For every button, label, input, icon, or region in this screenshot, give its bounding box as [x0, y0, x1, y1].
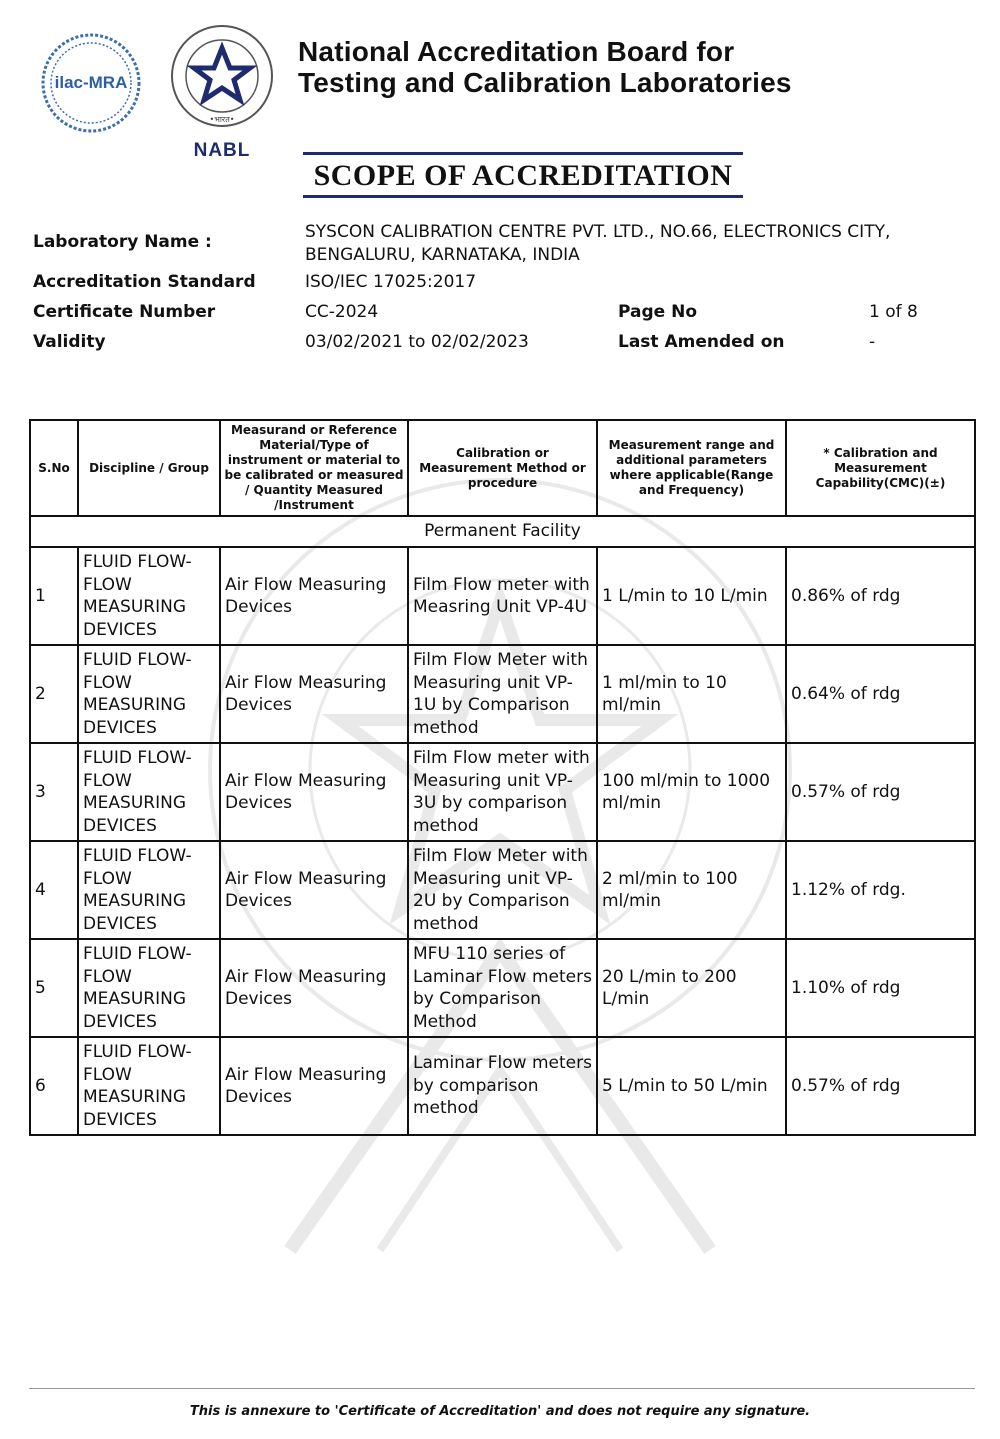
cell-sno: 5 [30, 939, 78, 1037]
ilac-mra-logo [40, 32, 142, 134]
cell-sno: 6 [30, 1037, 78, 1135]
cell-sno: 1 [30, 547, 78, 645]
table-row [30, 1037, 975, 1135]
cell-cmc: 0.64% of rdg [786, 645, 975, 743]
last-amended-label: Last Amended on [618, 332, 785, 352]
cell-cmc: 0.86% of rdg [786, 547, 975, 645]
cell-cmc: 0.57% of rdg [786, 743, 975, 841]
cell-method: Film Flow meter with Measring Unit VP-4U [408, 547, 597, 645]
table-row [30, 743, 975, 841]
cell-measurand: Air Flow Measuring Devices [220, 939, 408, 1037]
validity-value: 03/02/2021 to 02/02/2023 [305, 332, 529, 352]
cell-sno: 2 [30, 645, 78, 743]
svg-text:ilac-MRA: ilac-MRA [54, 73, 128, 92]
svg-text:•भारत•: •भारत• [209, 115, 235, 124]
cell-cmc: 1.10% of rdg [786, 939, 975, 1037]
org-title-line1: National Accreditation Board for [298, 36, 735, 67]
table-header-row [30, 420, 975, 516]
lab-name-line2: BENGALURU, KARNATAKA, INDIA [305, 245, 580, 265]
cell-method: MFU 110 series of Laminar Flow meters by Comparison Method [408, 939, 597, 1037]
cell-measurand: Air Flow Measuring Devices [220, 743, 408, 841]
scope-title: SCOPE OF ACCREDITATION [313, 159, 733, 192]
cell-measurand: Air Flow Measuring Devices [220, 645, 408, 743]
cell-measurand: Air Flow Measuring Devices [220, 841, 408, 939]
lab-name-value [305, 221, 890, 267]
page-no-value: 1 of 8 [869, 302, 918, 322]
facility-row [30, 516, 975, 547]
cell-measurand: Air Flow Measuring Devices [220, 1037, 408, 1135]
page-no-label: Page No [618, 302, 697, 322]
cell-measurand: Air Flow Measuring Devices [220, 547, 408, 645]
svg-text:NABL: NABL [193, 140, 251, 161]
cell-cmc: 0.57% of rdg [786, 1037, 975, 1135]
certificate-label: Certificate Number [33, 302, 216, 322]
cell-sno: 4 [30, 841, 78, 939]
table-row [30, 547, 975, 645]
header-range: Measurement range and additional parameters where applicable(Range and Frequency) [597, 420, 786, 516]
cell-discipline: FLUID FLOW- FLOW MEASURING DEVICES [78, 939, 220, 1037]
lab-name-label: Laboratory Name : [33, 232, 212, 252]
org-title-line2: Testing and Calibration Laboratories [298, 67, 792, 98]
last-amended-value: - [869, 332, 876, 352]
cell-method: Film Flow meter with Measuring unit VP-3U by comparison method [408, 743, 597, 841]
cell-method: Film Flow Meter with Measuring unit VP-1U by Comparison method [408, 645, 597, 743]
table-row [30, 841, 975, 939]
cell-method: Film Flow Meter with Measuring unit VP-2U by Comparison method [408, 841, 597, 939]
header-sno: S.No [30, 420, 78, 516]
standard-value: ISO/IEC 17025:2017 [305, 272, 477, 292]
cell-discipline: FLUID FLOW- FLOW MEASURING DEVICES [78, 645, 220, 743]
cell-range: 1 L/min to 10 L/min [597, 547, 786, 645]
facility-label: Permanent Facility [30, 516, 975, 547]
cell-method: Laminar Flow meters by comparison method [408, 1037, 597, 1135]
cell-range: 2 ml/min to 100 ml/min [597, 841, 786, 939]
cell-sno: 3 [30, 743, 78, 841]
cell-discipline: FLUID FLOW- FLOW MEASURING DEVICES [78, 743, 220, 841]
cell-range: 1 ml/min to 10 ml/min [597, 645, 786, 743]
certificate-value: CC-2024 [305, 302, 379, 322]
header-cmc: * Calibration and Measurement Capability(CMC)(±) [786, 420, 975, 516]
standard-label: Accreditation Standard [33, 272, 256, 292]
cell-range: 20 L/min to 200 L/min [597, 939, 786, 1037]
header-discipline: Discipline / Group [78, 420, 220, 516]
cell-discipline: FLUID FLOW- FLOW MEASURING DEVICES [78, 841, 220, 939]
scope-title-box [303, 152, 743, 198]
scope-table [29, 419, 976, 1136]
cell-cmc: 1.12% of rdg. [786, 841, 975, 939]
table-row [30, 645, 975, 743]
header-measurand: Measurand or Reference Material/Type of instrument or material to be calibrated or measured / Quantity Measured /Instrument [220, 420, 408, 516]
validity-label: Validity [33, 332, 106, 352]
org-title [298, 36, 792, 98]
footer-divider [29, 1388, 975, 1389]
header-method: Calibration or Measurement Method or procedure [408, 420, 597, 516]
nabl-logo [168, 24, 276, 164]
footer-note: This is annexure to 'Certificate of Accreditation' and does not require any signature. [189, 1404, 811, 1419]
cell-range: 5 L/min to 50 L/min [597, 1037, 786, 1135]
lab-name-line1: SYSCON CALIBRATION CENTRE PVT. LTD., NO.66, ELECTRONICS CITY, [305, 222, 891, 242]
cell-range: 100 ml/min to 1000 ml/min [597, 743, 786, 841]
cell-discipline: FLUID FLOW- FLOW MEASURING DEVICES [78, 547, 220, 645]
table-row [30, 939, 975, 1037]
cell-discipline: FLUID FLOW- FLOW MEASURING DEVICES [78, 1037, 220, 1135]
